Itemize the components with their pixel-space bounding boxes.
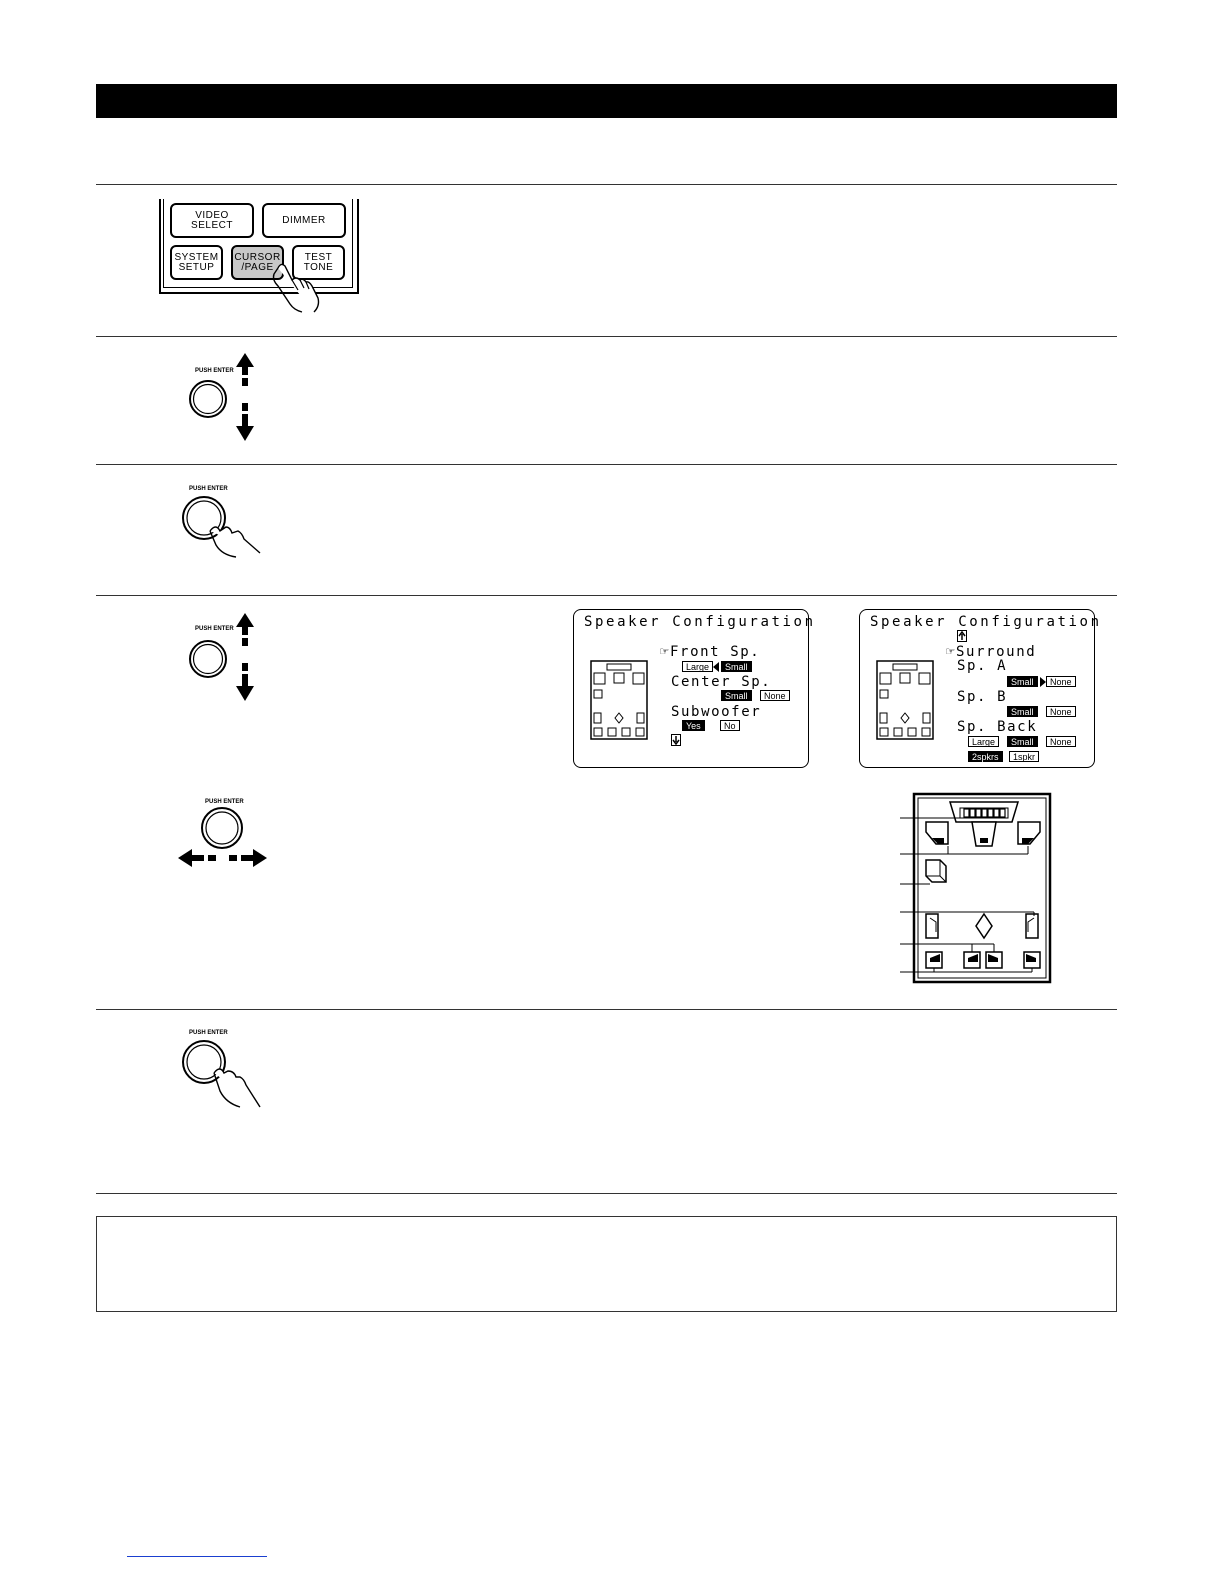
knob-label: PUSH ENTER	[205, 799, 244, 805]
step-divider	[96, 1193, 1117, 1194]
up-arrow-icon	[957, 630, 967, 642]
osd-item-sp-back[interactable]: Sp. Back	[957, 719, 1038, 735]
step-divider	[96, 336, 1117, 337]
knob-label: PUSH ENTER	[195, 368, 234, 374]
option-small-selected[interactable]: Small	[721, 690, 752, 701]
system-setup-button[interactable]: SYSTEM SETUP	[170, 245, 223, 280]
dimmer-button[interactable]: DIMMER	[262, 203, 346, 238]
option-large[interactable]: Large	[682, 661, 713, 672]
osd-title: Speaker Configuration	[584, 614, 816, 630]
speaker-layout-thumbnail	[590, 660, 648, 740]
step-divider	[96, 184, 1117, 185]
left-triangle-icon	[713, 662, 719, 672]
jog-knob-press[interactable]	[180, 493, 264, 559]
option-small-selected[interactable]: Small	[1007, 676, 1038, 687]
option-small-selected[interactable]: Small	[1007, 706, 1038, 717]
jog-knob-press[interactable]	[180, 1037, 264, 1111]
speaker-layout-diagram	[900, 792, 1052, 984]
knob-label: PUSH ENTER	[189, 486, 228, 492]
jog-knob-updown[interactable]	[188, 613, 258, 703]
step-divider	[96, 464, 1117, 465]
knob-label: PUSH ENTER	[189, 1030, 228, 1036]
option-none[interactable]: None	[1046, 676, 1076, 687]
osd-item-front-sp[interactable]: ☞Front Sp.	[660, 644, 761, 660]
osd-screen-surround	[859, 609, 1102, 768]
step-divider	[96, 1009, 1117, 1010]
test-tone-button[interactable]: TEST TONE	[292, 245, 345, 280]
section-header-bar	[96, 84, 1117, 118]
osd-title: Speaker Configuration	[870, 614, 1102, 630]
footer-link-underline	[127, 1556, 267, 1557]
osd-item-surround[interactable]: ☞Surround	[946, 644, 1037, 660]
option-small-selected[interactable]: Small	[721, 661, 752, 672]
option-none[interactable]: None	[1046, 736, 1076, 747]
option-no[interactable]: No	[720, 720, 740, 731]
option-small-selected[interactable]: Small	[1007, 736, 1038, 747]
cursor-page-button[interactable]: CURSOR /PAGE	[231, 245, 284, 280]
speaker-layout-thumbnail	[876, 660, 934, 740]
note-box	[96, 1216, 1117, 1312]
video-select-button[interactable]: VIDEO SELECT	[170, 203, 254, 238]
option-none[interactable]: None	[760, 690, 790, 701]
osd-screen-front	[573, 609, 816, 768]
option-large[interactable]: Large	[968, 736, 999, 747]
osd-item-sp-a[interactable]: Sp. A	[957, 658, 1008, 674]
pressing-hand-icon	[268, 258, 328, 314]
jog-knob-updown[interactable]	[188, 353, 258, 443]
option-none[interactable]: None	[1046, 706, 1076, 717]
option-2spkrs-selected[interactable]: 2spkrs	[968, 751, 1003, 762]
step-divider	[96, 595, 1117, 596]
jog-knob-leftright[interactable]	[178, 805, 268, 869]
osd-item-sp-b[interactable]: Sp. B	[957, 689, 1008, 705]
option-yes-selected[interactable]: Yes	[682, 720, 705, 731]
knob-label: PUSH ENTER	[195, 626, 234, 632]
down-arrow-icon	[671, 734, 681, 746]
osd-item-subwoofer[interactable]: Subwoofer	[671, 704, 762, 720]
option-1spkr[interactable]: 1spkr	[1009, 751, 1039, 762]
osd-item-center-sp[interactable]: Center Sp.	[671, 674, 772, 690]
